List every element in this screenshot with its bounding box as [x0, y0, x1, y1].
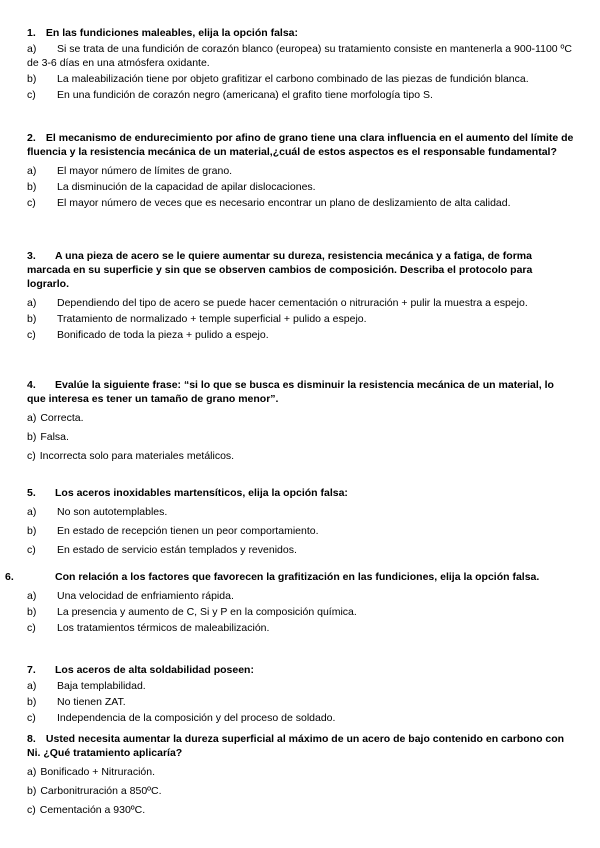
option-text: El mayor número de límites de grano.	[57, 165, 233, 177]
option-label: b)	[27, 431, 37, 443]
question-6	[5, 570, 575, 635]
option-label: c)	[27, 329, 36, 341]
option-label: a)	[27, 766, 37, 778]
question-1-option-b	[27, 72, 575, 86]
option-label: b)	[27, 525, 37, 537]
option-label: c)	[27, 804, 36, 816]
option-label: a)	[27, 297, 37, 309]
option-text: Los tratamientos térmicos de maleabilización.	[57, 622, 270, 634]
option-label: a)	[27, 412, 37, 424]
question-8-option-c	[27, 803, 575, 817]
question-number: 6.	[5, 571, 14, 583]
option-label: a)	[27, 506, 37, 518]
option-label: a)	[27, 590, 37, 602]
option-text: Independencia de la composición y del proceso de soldado.	[57, 712, 336, 724]
question-2-option-b	[27, 180, 575, 194]
question-6-option-b	[27, 605, 575, 619]
option-label: c)	[27, 712, 36, 724]
question-6-text	[5, 570, 575, 584]
option-label: b)	[27, 313, 37, 325]
option-label: b)	[27, 785, 37, 797]
option-label: a)	[27, 680, 37, 692]
option-text: En una fundición de corazón negro (americana) el grafito tiene morfología tipo S.	[57, 89, 433, 101]
question-4-text	[27, 378, 575, 406]
option-text: El mayor número de veces que es necesario encontrar un plano de deslizamiento de alta calidad.	[57, 197, 511, 209]
question-5	[27, 486, 575, 557]
question-8-option-b	[27, 784, 575, 798]
question-4-option-a	[27, 411, 575, 425]
question-6-option-a	[27, 589, 575, 603]
question-7-text	[27, 663, 575, 677]
option-text: La presencia y aumento de C, Si y P en la composición química.	[57, 606, 357, 618]
question-7-option-b	[27, 695, 575, 709]
question-number: 5.	[27, 487, 36, 499]
option-label: c)	[27, 544, 36, 556]
option-label: b)	[27, 696, 37, 708]
option-text: Incorrecta solo para materiales metálicos.	[39, 450, 235, 462]
option-text: Dependiendo del tipo de acero se puede hacer cementación o nitruración + pulir la muestra a espejo.	[57, 297, 528, 309]
option-text: Baja templabilidad.	[57, 680, 146, 692]
option-label: a)	[27, 165, 37, 177]
option-text: Falsa.	[40, 431, 69, 443]
option-label: b)	[27, 73, 37, 85]
question-3-option-c	[27, 328, 575, 342]
question-7-option-c	[27, 711, 575, 725]
question-number: 1.	[27, 27, 36, 39]
question-1-text	[27, 26, 575, 40]
option-text: Correcta.	[40, 412, 84, 424]
question-1-option-c	[27, 88, 575, 102]
question-8-option-a	[27, 765, 575, 779]
question-statement: A una pieza de acero se le quiere aumentar su dureza, resistencia mecánica y a fatiga, de forma marcada en su superficie y sin que se observen cambios de composición. Describa el protocolo para lograrlo.	[27, 250, 533, 290]
question-8-text	[27, 732, 575, 760]
question-7	[27, 663, 575, 725]
option-label: b)	[27, 606, 37, 618]
option-label: c)	[27, 197, 36, 209]
question-2-option-a	[27, 164, 575, 178]
option-text: Cementación a 930ºC.	[39, 804, 146, 816]
question-3-option-a	[27, 296, 575, 310]
question-number: 2.	[27, 132, 36, 144]
question-5-text	[27, 486, 575, 500]
question-statement: Los aceros de alta soldabilidad poseen:	[55, 664, 254, 676]
option-label: c)	[27, 450, 36, 462]
question-8	[27, 732, 575, 817]
option-label: c)	[27, 622, 36, 634]
option-text: No son autotemplables.	[57, 506, 168, 518]
question-7-option-a	[27, 679, 575, 693]
question-3-option-b	[27, 312, 575, 326]
question-statement: El mecanismo de endurecimiento por afino de grano tiene una clara influencia en el aumento del límite de fluencia y la resistencia mecánica de un material,¿cuál de estos aspectos es el responsable fundamental?	[27, 132, 574, 158]
question-statement: En las fundiciones maleables, elija la opción falsa:	[45, 27, 299, 39]
question-4-option-b	[27, 430, 575, 444]
option-text: La maleabilización tiene por objeto grafitizar el carbono combinado de las piezas de fundición blanca.	[57, 73, 529, 85]
option-label: a)	[27, 43, 37, 55]
option-text: En estado de servicio están templados y revenidos.	[57, 544, 297, 556]
question-4-option-c	[27, 449, 575, 463]
question-number: 8.	[27, 733, 36, 745]
question-statement: Usted necesita aumentar la dureza superficial al máximo de un acero de bajo contenido en carbono con Ni. ¿Qué tratamiento aplicaría?	[27, 733, 565, 759]
option-text: Bonificado de toda la pieza + pulido a espejo.	[57, 329, 269, 341]
question-number: 7.	[27, 664, 36, 676]
question-1-option-a	[27, 42, 575, 70]
option-text: No tienen ZAT.	[57, 696, 126, 708]
question-5-option-c	[27, 543, 575, 557]
question-1	[27, 26, 575, 102]
question-2	[27, 131, 575, 210]
option-text: Tratamiento de normalizado + temple superficial + pulido a espejo.	[57, 313, 367, 325]
option-text: La disminución de la capacidad de apilar dislocaciones.	[57, 181, 316, 193]
option-text: Carbonitruración a 850ºC.	[40, 785, 162, 797]
question-3-text	[27, 249, 575, 291]
option-text: Bonificado + Nitruración.	[40, 766, 156, 778]
question-5-option-a	[27, 505, 575, 519]
question-5-option-b	[27, 524, 575, 538]
question-statement: Los aceros inoxidables martensíticos, elija la opción falsa:	[55, 487, 348, 499]
question-6-option-c	[27, 621, 575, 635]
question-3	[27, 249, 575, 342]
question-4	[27, 378, 575, 463]
question-number: 4.	[27, 379, 36, 391]
question-2-text	[27, 131, 575, 159]
option-text: En estado de recepción tienen un peor comportamiento.	[57, 525, 319, 537]
option-label: b)	[27, 181, 37, 193]
question-statement: Con relación a los factores que favorecen la grafitización en las fundiciones, elija la opción falsa.	[55, 571, 540, 583]
option-text: Si se trata de una fundición de corazón blanco (europea) su tratamiento consiste en mantenerla a 900-1100 ºC de 3-6 días en una atmósfera oxidante.	[27, 43, 572, 69]
question-statement: Evalúe la siguiente frase: “si lo que se busca es disminuir la resistencia mecánica de un material, lo que interesa es tener un tamaño de grano menor”.	[27, 379, 554, 405]
question-number: 3.	[27, 250, 36, 262]
option-label: c)	[27, 89, 36, 101]
option-text: Una velocidad de enfriamiento rápida.	[57, 590, 234, 602]
question-2-option-c	[27, 196, 575, 210]
